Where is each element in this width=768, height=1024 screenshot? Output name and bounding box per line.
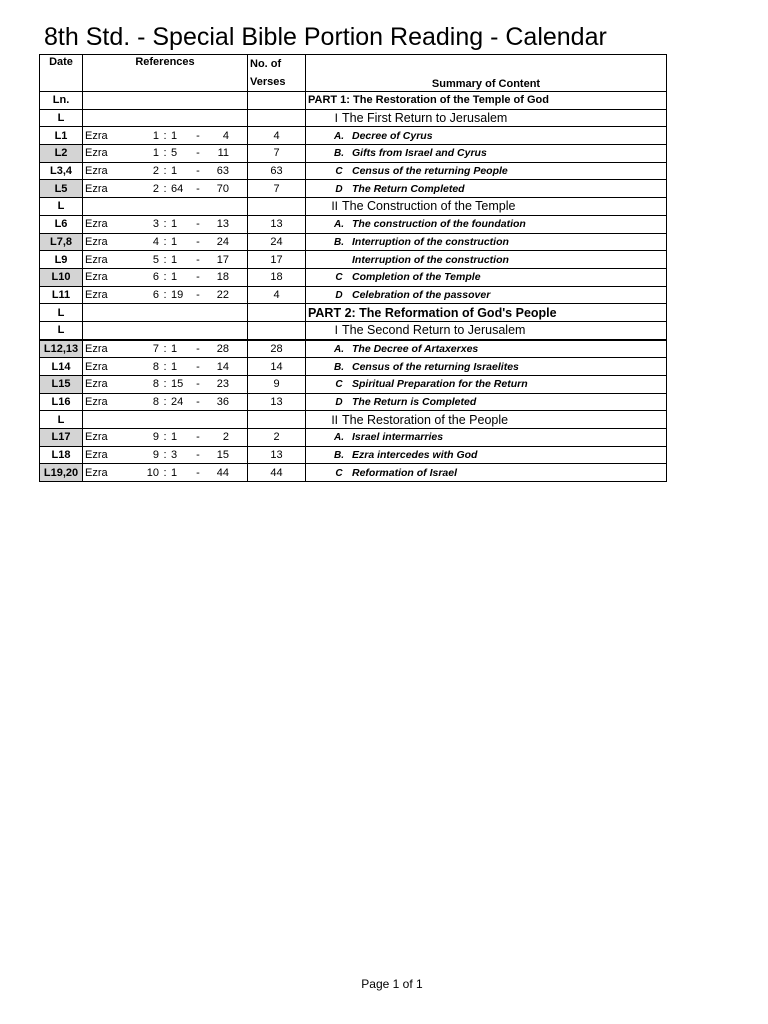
table-row (40, 233, 667, 251)
dash: - (196, 449, 200, 462)
verse-count: 9 (248, 376, 306, 394)
reference-cell (83, 251, 248, 269)
colon: : (163, 129, 167, 142)
book-name: Ezra (85, 449, 108, 462)
dash: - (196, 253, 200, 266)
reference-cell (83, 411, 248, 429)
summary-cell (306, 215, 667, 233)
chapter: 4 (152, 235, 159, 248)
verse-end: 18 (216, 271, 229, 284)
table-row (40, 109, 667, 127)
table-row (40, 198, 667, 216)
item-summary: Census of the returning People (352, 165, 508, 178)
item-summary: Interruption of the construction (352, 253, 509, 266)
date-cell: L (40, 109, 83, 127)
book-name: Ezra (85, 466, 108, 479)
verse-start: 1 (171, 466, 178, 479)
header-date: Date (40, 55, 83, 92)
verse-count (248, 109, 306, 127)
summary-cell (306, 162, 667, 180)
verse-start: 1 (171, 253, 178, 266)
summary-cell (306, 393, 667, 411)
book-name: Ezra (85, 288, 108, 301)
summary-cell (306, 233, 667, 251)
colon: : (163, 360, 167, 373)
verse-count (248, 411, 306, 429)
verse-start: 19 (171, 288, 184, 301)
reference-cell (83, 127, 248, 145)
item-label: D (335, 397, 343, 409)
item-label: C (335, 379, 343, 391)
dash: - (196, 288, 200, 301)
verse-start: 1 (171, 360, 178, 373)
table-header-row (40, 55, 667, 92)
summary-cell (306, 268, 667, 286)
verse-start: 1 (171, 218, 178, 231)
summary-cell (306, 127, 667, 145)
summary-cell (306, 198, 667, 216)
chapter: 6 (152, 271, 159, 284)
reference-cell (83, 162, 248, 180)
section-numeral: II (331, 199, 338, 214)
item-summary: The Return Completed (352, 182, 465, 195)
verse-count: 14 (248, 358, 306, 376)
dash: - (196, 271, 200, 284)
reference-cell (83, 358, 248, 376)
summary-cell (306, 109, 667, 127)
table-row (40, 304, 667, 322)
verse-count: 2 (248, 429, 306, 447)
colon: : (163, 147, 167, 160)
item-label: A. (334, 219, 344, 231)
dash: - (196, 147, 200, 160)
colon: : (163, 396, 167, 409)
item-label: A. (334, 130, 344, 142)
table-row (40, 286, 667, 304)
reference-cell (83, 304, 248, 322)
item-label: B. (334, 450, 344, 462)
dash: - (196, 182, 200, 195)
table-row (40, 215, 667, 233)
reference-cell (83, 233, 248, 251)
chapter: 6 (152, 288, 159, 301)
reference-cell (83, 109, 248, 127)
header-verses-line2: Verses (250, 76, 286, 88)
table-row (40, 268, 667, 286)
colon: : (163, 182, 167, 195)
date-cell: L16 (40, 393, 83, 411)
date-cell: L19,20 (40, 464, 83, 482)
section-numeral: I (334, 111, 338, 126)
reference-cell (83, 215, 248, 233)
date-cell: L (40, 411, 83, 429)
book-name: Ezra (85, 165, 108, 178)
part-title: PART 1: The Restoration of the Temple of God (308, 94, 549, 107)
verse-start: 1 (171, 271, 178, 284)
chapter: 8 (152, 360, 159, 373)
verse-start: 1 (171, 129, 178, 142)
chapter: 8 (152, 378, 159, 391)
chapter: 9 (152, 449, 159, 462)
dash: - (196, 396, 200, 409)
header-references: References (83, 55, 248, 92)
verse-count: 4 (248, 127, 306, 145)
header-verses-line1: No. of (250, 58, 282, 70)
table-row (40, 429, 667, 447)
item-summary: Decree of Cyrus (352, 129, 433, 142)
date-cell: L (40, 304, 83, 322)
reference-cell (83, 464, 248, 482)
summary-cell (306, 464, 667, 482)
summary-cell (306, 340, 667, 358)
dash: - (196, 235, 200, 248)
dash: - (196, 466, 200, 479)
verse-end: 22 (216, 288, 229, 301)
reference-cell (83, 180, 248, 198)
table-row (40, 411, 667, 429)
date-cell: L3,4 (40, 162, 83, 180)
dash: - (196, 378, 200, 391)
chapter: 9 (152, 431, 159, 444)
table-row (40, 321, 667, 339)
verse-count: 63 (248, 162, 306, 180)
verse-count: 28 (248, 340, 306, 358)
date-cell: L9 (40, 251, 83, 269)
book-name: Ezra (85, 431, 108, 444)
item-label: C (335, 166, 343, 178)
summary-cell (306, 92, 667, 110)
reference-cell (83, 92, 248, 110)
verse-count: 13 (248, 393, 306, 411)
summary-cell (306, 304, 667, 322)
reference-cell (83, 446, 248, 464)
verse-start: 64 (171, 182, 184, 195)
date-cell: L5 (40, 180, 83, 198)
book-name: Ezra (85, 342, 108, 355)
dash: - (196, 218, 200, 231)
summary-cell (306, 429, 667, 447)
item-label: B. (334, 148, 344, 160)
reference-cell (83, 321, 248, 339)
dash: - (196, 431, 200, 444)
chapter: 10 (146, 466, 159, 479)
chapter: 2 (152, 165, 159, 178)
verse-count (248, 304, 306, 322)
table-row (40, 127, 667, 145)
item-summary: Celebration of the passover (352, 288, 491, 301)
table-row (40, 145, 667, 163)
reference-cell (83, 145, 248, 163)
chapter: 8 (152, 396, 159, 409)
table-row (40, 393, 667, 411)
verse-end: 63 (216, 165, 229, 178)
dash: - (196, 129, 200, 142)
verse-count: 4 (248, 286, 306, 304)
item-label: C (335, 272, 343, 284)
dash: - (196, 165, 200, 178)
item-summary: Reformation of Israel (352, 466, 458, 479)
verse-count: 24 (248, 233, 306, 251)
summary-cell (306, 411, 667, 429)
verse-count: 7 (248, 145, 306, 163)
colon: : (163, 342, 167, 355)
colon: : (163, 378, 167, 391)
table-row (40, 180, 667, 198)
section-numeral: I (334, 323, 338, 338)
summary-cell (306, 286, 667, 304)
dash: - (196, 342, 200, 355)
book-name: Ezra (85, 253, 108, 266)
verse-start: 1 (171, 235, 178, 248)
verse-end: 2 (222, 431, 229, 444)
part-title: PART 2: The Reformation of God's People (308, 305, 557, 320)
book-name: Ezra (85, 271, 108, 284)
item-label: B. (334, 361, 344, 373)
verse-end: 13 (216, 218, 229, 231)
verse-end: 28 (216, 342, 229, 355)
reference-cell (83, 429, 248, 447)
date-cell: L12,13 (40, 340, 83, 358)
reference-cell (83, 286, 248, 304)
table-body (40, 92, 667, 482)
reference-cell (83, 340, 248, 358)
verse-count: 7 (248, 180, 306, 198)
verse-start: 5 (171, 147, 178, 160)
date-cell: L14 (40, 358, 83, 376)
date-cell: L11 (40, 286, 83, 304)
book-name: Ezra (85, 396, 108, 409)
date-cell: L (40, 198, 83, 216)
section-title: The First Return to Jerusalem (342, 111, 508, 126)
table-row (40, 464, 667, 482)
summary-cell (306, 446, 667, 464)
page-footer: Page 1 of 1 (361, 977, 423, 991)
book-name: Ezra (85, 378, 108, 391)
table-row (40, 376, 667, 394)
date-cell: Ln. (40, 92, 83, 110)
verse-count: 18 (248, 268, 306, 286)
date-cell: L15 (40, 376, 83, 394)
date-cell: L (40, 321, 83, 339)
reference-cell (83, 393, 248, 411)
book-name: Ezra (85, 129, 108, 142)
item-label: A. (334, 432, 344, 444)
verse-end: 36 (216, 396, 229, 409)
verse-end: 11 (217, 147, 229, 160)
verse-end: 23 (216, 378, 229, 391)
item-summary: The Decree of Artaxerxes (352, 342, 479, 355)
book-name: Ezra (85, 360, 108, 373)
table-row (40, 446, 667, 464)
table-row (40, 340, 667, 358)
date-cell: L6 (40, 215, 83, 233)
date-cell: L18 (40, 446, 83, 464)
verse-start: 15 (171, 378, 184, 391)
verse-end: 17 (216, 253, 229, 266)
verse-count: 17 (248, 251, 306, 269)
section-title: The Construction of the Temple (342, 199, 516, 214)
header-summary: Summary of Content (306, 55, 667, 92)
date-cell: L1 (40, 127, 83, 145)
verse-count (248, 321, 306, 339)
date-cell: L17 (40, 429, 83, 447)
item-label: A. (334, 343, 344, 355)
book-name: Ezra (85, 182, 108, 195)
chapter: 2 (152, 182, 159, 195)
item-summary: Gifts from Israel and Cyrus (352, 147, 487, 160)
colon: : (163, 288, 167, 301)
verse-end: 44 (216, 466, 229, 479)
reference-cell (83, 198, 248, 216)
reference-cell (83, 376, 248, 394)
summary-cell (306, 358, 667, 376)
verse-count (248, 198, 306, 216)
book-name: Ezra (85, 218, 108, 231)
date-cell: L10 (40, 268, 83, 286)
chapter: 5 (152, 253, 159, 266)
table-row (40, 251, 667, 269)
item-label: C (335, 467, 343, 479)
verse-start: 1 (171, 342, 178, 355)
colon: : (163, 165, 167, 178)
summary-cell (306, 321, 667, 339)
verse-start: 1 (171, 165, 178, 178)
summary-cell (306, 251, 667, 269)
table-row (40, 92, 667, 110)
verse-end: 15 (216, 449, 229, 462)
item-summary: Completion of the Temple (352, 271, 481, 284)
verse-count: 44 (248, 464, 306, 482)
page-title: 8th Std. - Special Bible Portion Reading - Calendar (44, 23, 607, 51)
table-row (40, 162, 667, 180)
colon: : (163, 218, 167, 231)
item-summary: Ezra intercedes with God (352, 449, 478, 462)
verse-count: 13 (248, 215, 306, 233)
reference-cell (83, 268, 248, 286)
colon: : (163, 271, 167, 284)
colon: : (163, 253, 167, 266)
chapter: 3 (152, 218, 159, 231)
summary-cell (306, 145, 667, 163)
summary-cell (306, 376, 667, 394)
verse-end: 70 (216, 182, 229, 195)
chapter: 7 (152, 342, 159, 355)
book-name: Ezra (85, 147, 108, 160)
item-summary: The Return is Completed (352, 396, 477, 409)
item-summary: Spiritual Preparation for the Return (352, 378, 528, 391)
date-cell: L2 (40, 145, 83, 163)
chapter: 1 (152, 129, 159, 142)
summary-cell (306, 180, 667, 198)
item-label: B. (334, 236, 344, 248)
verse-start: 3 (171, 449, 178, 462)
colon: : (163, 449, 167, 462)
table-row (40, 358, 667, 376)
item-label: D (335, 289, 343, 301)
verse-count (248, 92, 306, 110)
colon: : (163, 235, 167, 248)
section-title: The Second Return to Jerusalem (342, 323, 526, 338)
item-summary: Interruption of the construction (352, 235, 509, 248)
verse-end: 24 (216, 235, 229, 248)
verse-end: 4 (222, 129, 229, 142)
chapter: 1 (152, 147, 159, 160)
item-summary: The construction of the foundation (352, 218, 526, 231)
verse-end: 14 (216, 360, 229, 373)
header-verses (248, 55, 306, 92)
item-summary: Israel intermarries (352, 431, 444, 444)
book-name: Ezra (85, 235, 108, 248)
date-cell: L7,8 (40, 233, 83, 251)
dash: - (196, 360, 200, 373)
item-summary: Census of the returning Israelites (352, 360, 519, 373)
item-label: D (335, 183, 343, 195)
reading-calendar-table (39, 54, 667, 482)
colon: : (163, 466, 167, 479)
section-title: The Restoration of the People (342, 412, 509, 427)
section-numeral: II (331, 412, 338, 427)
colon: : (163, 431, 167, 444)
verse-start: 24 (171, 396, 184, 409)
verse-count: 13 (248, 446, 306, 464)
verse-start: 1 (171, 431, 178, 444)
